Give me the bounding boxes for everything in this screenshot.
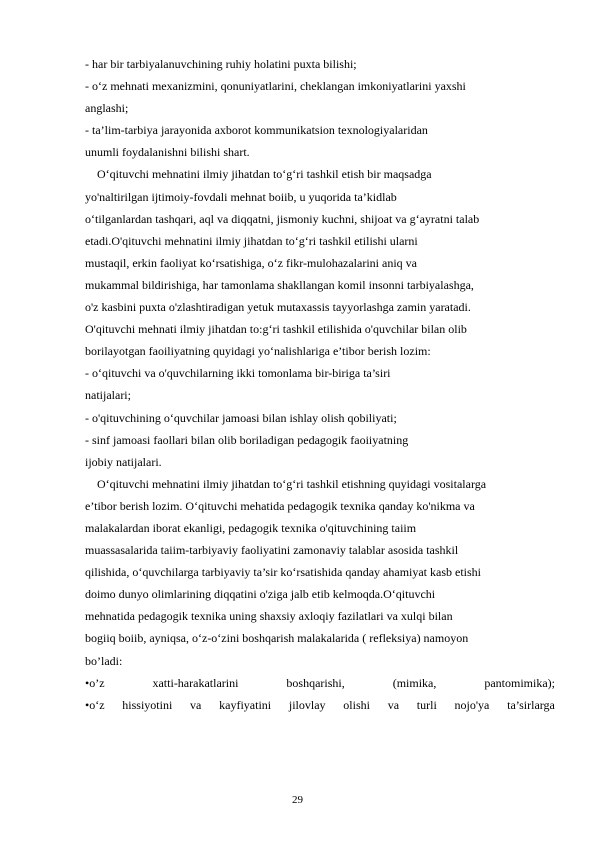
bullet-line-justified xyxy=(85,694,555,716)
text-line: doimo dunyo olimlarining diqqatini o'ziga jalb etib kelmoqda.O‘qituvchi xyxy=(85,587,436,602)
text-line: - ta’lim-tarbiya jarayonida axborot kommunikatsion texnologiyalaridan xyxy=(85,123,428,138)
text-line: borilayotgan faoiliyatning quyidagi yo‘nalishlariga e’tibor berish lozim: xyxy=(85,344,431,359)
text-line: etadi.O'qituvchi mehnatini ilmiy jihatdan to‘g‘ri tashkil etilishi ularni xyxy=(85,233,418,248)
word: boshqarishi, xyxy=(286,675,345,690)
text-line: qilishida, o‘quvchilarga tarbiyaviy ta’sir ko‘rsatishida qanday ahamiyat kasb etishi xyxy=(85,565,482,580)
text-line: natijalari; xyxy=(85,388,131,403)
body-text xyxy=(85,53,555,716)
text-line: bogiiq boiib, ayniqsa, o‘z-o‘zini boshqarish malakalarida ( refleksiya) namoyon xyxy=(85,631,469,646)
word: pantomimika); xyxy=(484,675,555,690)
bullet-line-justified xyxy=(85,672,555,694)
text-line: muassasalarida taiim-tarbiyaviy faoliyatini zamonaviy talablar asosida tashkil xyxy=(85,543,459,558)
word: •o’z xyxy=(85,675,105,690)
text-line: O'qituvchi mehnati ilmiy jihatdan to:g‘ri tashkil etilishida o'quvchilar bilan olib xyxy=(85,322,467,337)
text-line: - o‘z mehnati mexanizmini, qonuniyatlarini, cheklangan imkoniyatlarini yaxshi xyxy=(85,79,466,94)
word: kayfiyatini xyxy=(219,697,272,712)
word: va xyxy=(387,697,400,712)
word: xatti-harakatlarini xyxy=(152,675,239,690)
text-line: o‘tilganlardan tashqari, aql va diqqatni, jismoniy kuchni, shijoat va g‘ayratni talab xyxy=(85,211,480,226)
text-line: yo'naltirilgan ijtimoiy-fovdali mehnat boiib, u yuqorida ta’kidlab xyxy=(85,189,397,204)
word: jilovlay xyxy=(288,697,326,712)
text-line: malakalardan iborat ekanligi, pedagogik texnika o'qituvchining taiim xyxy=(85,520,417,535)
text-line: bo’ladi: xyxy=(85,653,123,668)
text-line: - sinf jamoasi faollari bilan olib boriladigan pedagogik faoiiyatning xyxy=(85,432,409,447)
page-number: 29 xyxy=(292,794,303,806)
word: va xyxy=(190,697,202,712)
text-line: - o'qituvchining o‘quvchilar jamoasi bilan ishlay olish qobiliyati; xyxy=(85,410,397,425)
text-line: - har bir tarbiyalanuvchining ruhiy holatini puxta bilishi; xyxy=(85,57,357,71)
text-line: O‘qituvchi mehnatini ilmiy jihatdan to‘g‘ri tashkil etish bir maqsadga xyxy=(85,167,432,182)
text-line: unumli foydalanishni bilishi shart. xyxy=(85,145,250,160)
word: (mimika, xyxy=(392,675,437,690)
text-line: mehnatida pedagogik texnika uning shaxsiy axloqiy fazilatlari va xulqi bilan xyxy=(85,609,453,624)
text-line: anglashi; xyxy=(85,101,129,116)
word: turli xyxy=(416,697,437,712)
text-line: ijobiy natijalari. xyxy=(85,454,162,469)
text-line: - o‘qituvchi va o'quvchilarning ikki tomonlama bir-biriga ta’siri xyxy=(85,366,391,381)
text-line: o'z kasbini puxta o'zlashtiradigan yetuk mutaxassis tayyorlashga zamin yaratadi. xyxy=(85,300,471,315)
word: •o‘z xyxy=(85,697,105,712)
text-line: O‘qituvchi mehnatini ilmiy jihatdan to‘g‘ri tashkil etishning quyidagi vositalarga xyxy=(85,476,487,491)
text-line: mustaqil, erkin faoliyat ko‘rsatishiga, o‘z fikr-mulohazalarini aniq va xyxy=(85,255,417,270)
text-line: mukammal bildirishiga, har tamonlama shakllangan komil insonni tarbiyalashga, xyxy=(85,277,474,292)
word: hissiyotini xyxy=(122,697,173,712)
word: ta’sirlarga xyxy=(507,697,555,712)
word: olishi xyxy=(343,697,370,712)
text-line: e’tibor berish lozim. O‘qituvchi mehatida pedagogik texnika qanday ko'nikma va xyxy=(85,498,475,513)
word: nojo'ya xyxy=(454,697,490,712)
